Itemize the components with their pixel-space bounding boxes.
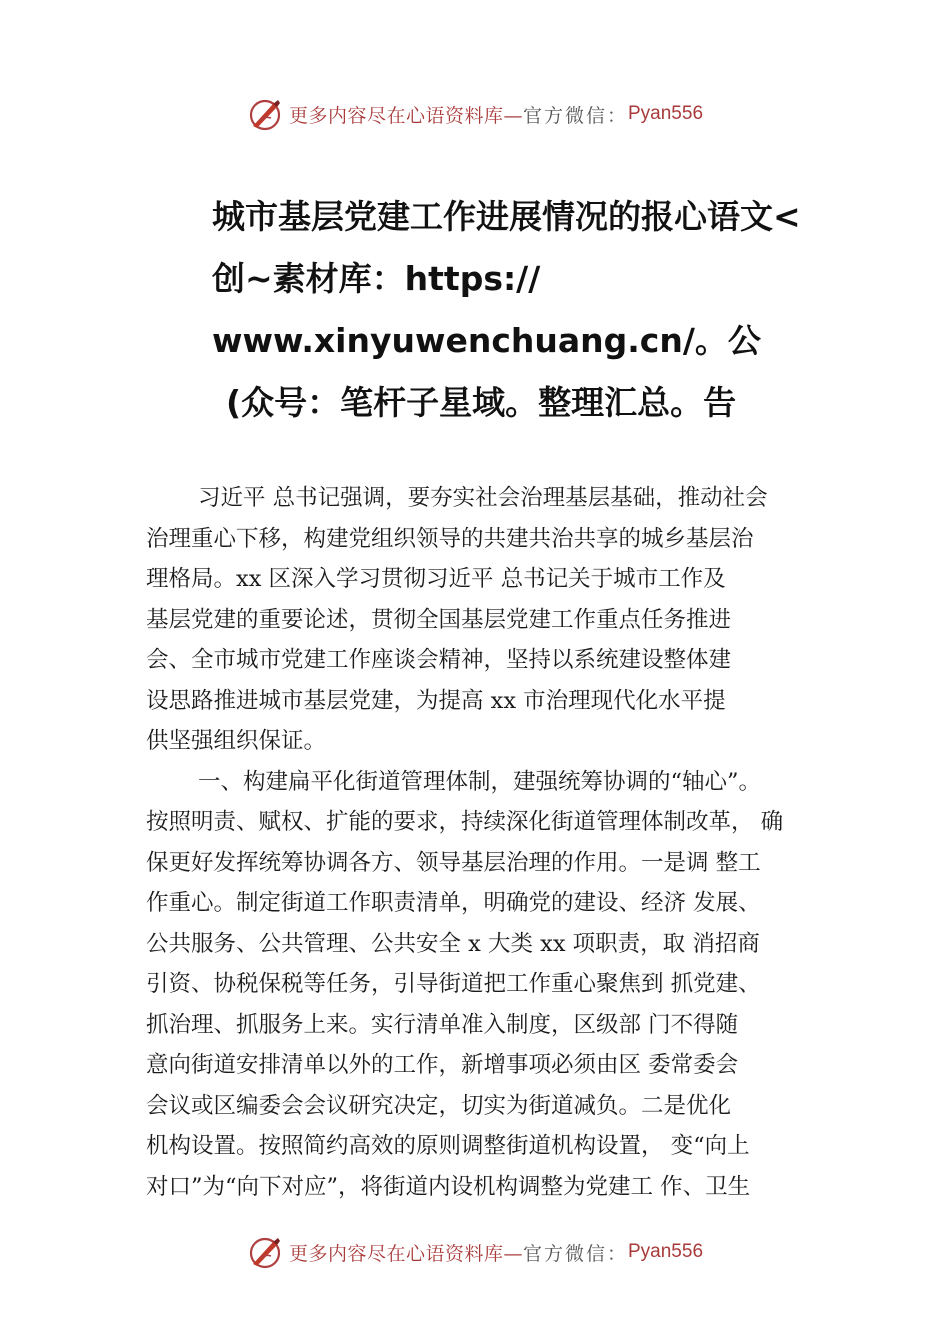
title-line: (众号：笔杆子星域。整理汇总。告 [226, 383, 737, 422]
body-line: 对口”为“向下对应”，将街道内设机构调整为党建工 作、卫生 [146, 1173, 751, 1200]
title-line: www.xinyuwenchuang.cn/。公 [212, 321, 761, 360]
body-line: 基层党建的重要论述，贯彻全国基层党建工作重点任务推进 [146, 606, 732, 633]
body-line: 按照明责、赋权、扩能的要求，持续深化街道管理体制改革， 确 [146, 809, 784, 835]
body-line: 会议或区编委会会议研究决定，切实为街道减负。二是优化 [146, 1092, 732, 1119]
body-line: 设思路推进城市基层党建，为提高 xx 市治理现代化水平提 [146, 687, 726, 714]
section-heading: 一、构建扁平化街道管理体制，建强统筹协调的“轴心”。 [198, 768, 762, 795]
body-line: 作重心。制定街道工作职责清单，明确党的建设、经济 发展、 [146, 890, 761, 916]
body-line: 保更好发挥统筹协调各方、领导基层治理的作用。一是调 整工 [146, 849, 761, 876]
banner-wechat-label: 官方微信： [522, 104, 628, 127]
body-line: 引资、协税保税等任务，引导街道把工作重心聚焦到 抓党建、 [146, 971, 761, 997]
footer-banner [0, 1232, 950, 1272]
document-body [146, 478, 836, 1207]
banner-promo-text: 更多内容尽在心语资料库— [288, 1242, 523, 1265]
banner-wechat-id: Pyan556 [628, 103, 704, 124]
banner-promo-text: 更多内容尽在心语资料库— [288, 104, 523, 127]
header-banner [0, 94, 950, 134]
pen-circle-logo-icon [247, 1234, 283, 1270]
body-line: 供坚强组织保证。 [146, 728, 327, 754]
body-line: 机构设置。按照简约高效的原则调整街道机构设置， 变“向上 [146, 1133, 750, 1159]
body-line: 意向街道安排清单以外的工作，新增事项必须由区 委常委会 [146, 1052, 739, 1078]
banner-wechat-label: 官方微信： [522, 1242, 628, 1265]
body-line: 习近平 总书记强调，要夯实社会治理基层基础，推动社会 [198, 485, 768, 511]
pen-circle-logo-icon [247, 96, 283, 132]
document-title [212, 186, 852, 434]
body-line: 理格局。xx 区深入学习贯彻习近平 总书记关于城市工作及 [146, 566, 726, 592]
banner-wechat-id: Pyan556 [628, 1241, 704, 1262]
title-line: 创~素材库：https:// [212, 259, 541, 298]
title-line: 城市基层党建工作进展情况的报心语文< [212, 197, 801, 236]
body-line: 公共服务、公共管理、公共安全 x 大类 xx 项职责，取 消招商 [146, 930, 760, 957]
body-line: 抓治理、抓服务上来。实行清单准入制度，区级部 门不得随 [146, 1011, 739, 1038]
body-line: 会、全市城市党建工作座谈会精神，坚持以系统建设整体建 [146, 647, 732, 673]
body-line: 治理重心下移，构建党组织领导的共建共治共享的城乡基层治 [146, 525, 754, 552]
